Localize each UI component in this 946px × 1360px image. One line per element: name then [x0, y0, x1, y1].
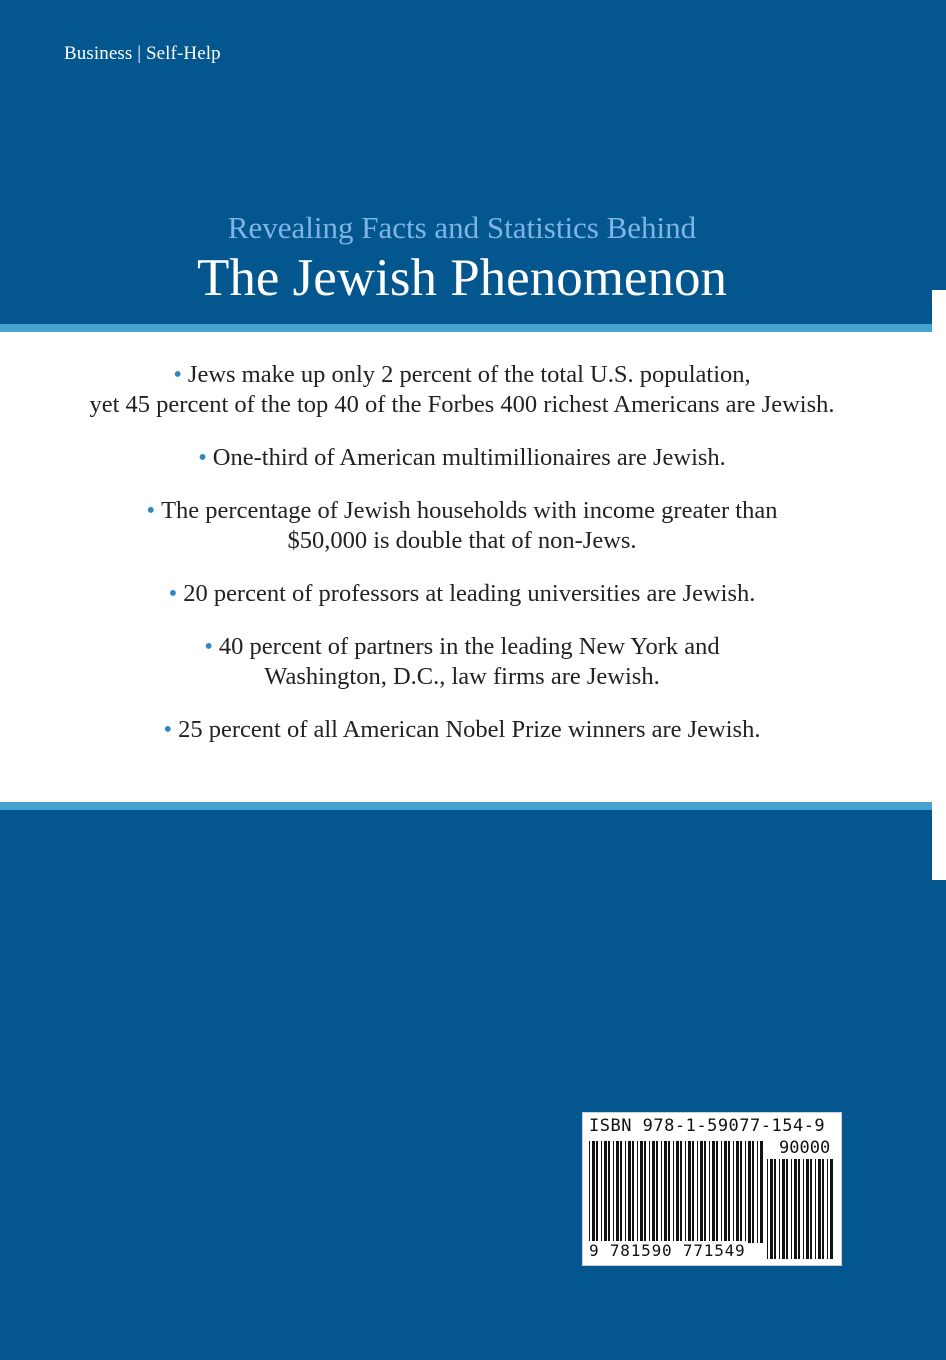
barcode-bar — [661, 1141, 662, 1243]
barcode-bar — [692, 1141, 694, 1243]
barcode-bar — [601, 1141, 602, 1243]
ean-digits: 9 781590 771549 — [589, 1241, 746, 1260]
fact-line: $50,000 is double that of non-Jews. — [287, 527, 637, 554]
fact-line: 20 percent of professors at leading universities are Jewish. — [183, 580, 756, 607]
fact-item — [0, 496, 924, 556]
barcode-bar — [760, 1141, 763, 1243]
barcode-bar — [685, 1141, 686, 1243]
barcode-bar — [752, 1141, 754, 1243]
barcode-bar — [721, 1141, 722, 1243]
cover-title: The Jewish Phenomenon — [197, 249, 727, 307]
bullet-icon: • — [146, 497, 156, 524]
cover-subtitle: Revealing Facts and Statistics Behind — [227, 210, 697, 245]
fact-item — [0, 443, 924, 473]
barcode-bar — [620, 1141, 622, 1243]
category-label: Business | Self-Help — [64, 43, 221, 64]
fact-line: Washington, D.C., law firms are Jewish. — [264, 663, 660, 690]
barcode-bar — [676, 1141, 679, 1243]
bullet-icon: • — [198, 444, 207, 471]
barcode-bar — [757, 1141, 758, 1243]
barcode-bar — [640, 1141, 643, 1243]
barcode-bar — [794, 1159, 797, 1259]
barcode-bar — [637, 1141, 638, 1243]
barcode-bar — [798, 1159, 800, 1259]
isbn-label: ISBN 978-1-59077-154-9 — [589, 1116, 826, 1136]
barcode-bar — [649, 1141, 650, 1243]
barcode-bar — [709, 1141, 710, 1243]
barcode-main-bars-icon — [589, 1141, 763, 1243]
fact-item — [0, 579, 924, 609]
barcode-bar — [604, 1141, 607, 1243]
edge-page — [932, 290, 946, 880]
barcode-bar — [664, 1141, 667, 1243]
facts-list — [0, 360, 924, 768]
barcode-bar — [625, 1141, 626, 1243]
barcode-bar — [712, 1141, 715, 1243]
barcode-bar — [596, 1141, 598, 1243]
barcode-bar — [716, 1141, 718, 1243]
bullet-icon: • — [204, 633, 213, 660]
bottom-accent-stripe — [0, 802, 932, 810]
barcode-bar — [818, 1159, 821, 1259]
barcode-bar — [616, 1141, 619, 1243]
price-code: 90000 — [779, 1138, 831, 1158]
barcode-bar — [628, 1141, 631, 1243]
fact-line: yet 45 percent of the top 40 of the Forbes 400 richest Americans are Jewish. — [89, 391, 835, 418]
barcode-bar — [767, 1159, 768, 1259]
fact-item — [0, 360, 924, 420]
barcode-bar — [668, 1141, 670, 1243]
barcode-bar — [680, 1141, 682, 1243]
barcode-bar — [774, 1159, 776, 1259]
barcode-bar — [791, 1159, 792, 1259]
barcode-bar — [786, 1159, 788, 1259]
barcode-bar — [740, 1141, 742, 1243]
barcode-bar — [652, 1141, 655, 1243]
isbn-barcode — [582, 1112, 842, 1266]
fact-item — [0, 632, 924, 692]
barcode-bar — [592, 1141, 595, 1243]
barcode-bar — [803, 1159, 804, 1259]
fact-line: 40 percent of partners in the leading New York and — [218, 633, 720, 660]
barcode-bar — [806, 1159, 809, 1259]
barcode-bar — [613, 1141, 614, 1243]
barcode-bar — [724, 1141, 727, 1243]
fact-item — [0, 715, 924, 745]
barcode-bar — [736, 1141, 739, 1243]
barcode-bar — [700, 1141, 703, 1243]
bullet-icon: • — [168, 580, 178, 607]
barcode-bar — [822, 1159, 824, 1259]
barcode-bar — [589, 1141, 590, 1243]
fact-line: One-third of American multimillionaires are Jewish. — [212, 444, 726, 471]
barcode-bar — [688, 1141, 691, 1243]
barcode-bar — [827, 1159, 828, 1259]
bullet-icon: • — [173, 361, 182, 388]
barcode-bar — [810, 1159, 812, 1259]
barcode-bar — [745, 1141, 746, 1243]
barcode-bar — [733, 1141, 734, 1243]
barcode-bar — [815, 1159, 816, 1259]
barcode-bar — [770, 1159, 773, 1259]
barcode-bar — [632, 1141, 634, 1243]
barcode-bar — [748, 1141, 751, 1243]
fact-line: 25 percent of all American Nobel Prize winners are Jewish. — [178, 716, 761, 743]
barcode-bar — [830, 1159, 833, 1259]
fact-line: The percentage of Jewish households with income greater than — [161, 497, 778, 524]
barcode-addon-bars-icon — [767, 1159, 833, 1259]
barcode-bar — [704, 1141, 706, 1243]
barcode-bar — [779, 1159, 780, 1259]
barcode-bar — [656, 1141, 658, 1243]
fact-line: Jews make up only 2 percent of the total U.S. population, — [187, 361, 751, 388]
barcode-bar — [608, 1141, 610, 1243]
bullet-icon: • — [163, 716, 173, 743]
barcode-bar — [697, 1141, 698, 1243]
barcode-bar — [782, 1159, 785, 1259]
barcode-bar — [728, 1141, 730, 1243]
barcode-bar — [644, 1141, 646, 1243]
top-accent-stripe — [0, 324, 932, 332]
barcode-bar — [673, 1141, 674, 1243]
edge-stripe — [932, 281, 946, 290]
